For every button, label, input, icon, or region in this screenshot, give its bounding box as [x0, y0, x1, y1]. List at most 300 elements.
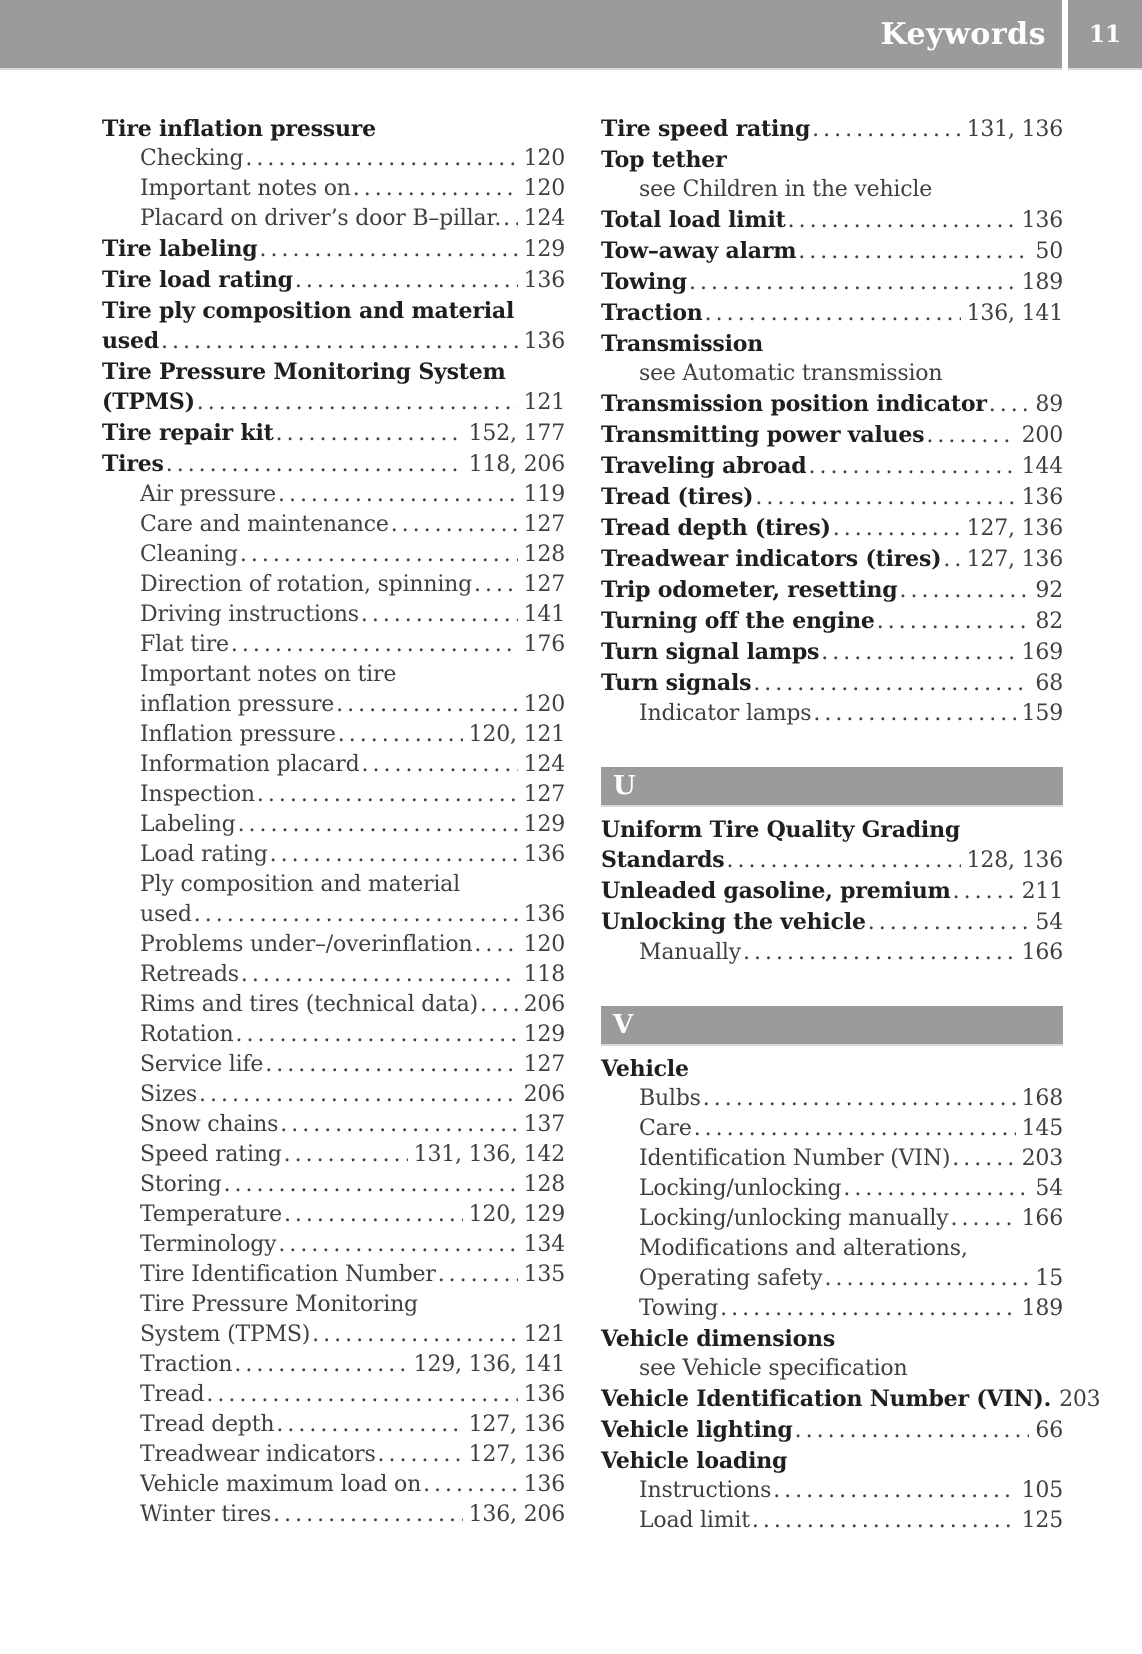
index-entry — [102, 326, 565, 357]
dot-leader — [378, 1440, 463, 1470]
index-entry — [102, 750, 565, 780]
index-column-right — [601, 114, 1101, 1536]
index-entry — [102, 810, 565, 840]
page-reference: 136 — [523, 329, 565, 354]
entry-label: Storing — [140, 1172, 222, 1197]
index-entry — [102, 387, 565, 418]
page-reference: 176 — [523, 632, 565, 657]
dot-leader — [788, 206, 1016, 236]
page-reference: 66 — [1035, 1418, 1063, 1443]
dot-leader — [353, 174, 518, 204]
dot-leader — [812, 115, 961, 145]
page-reference: 82 — [1035, 609, 1063, 634]
dot-leader — [705, 299, 961, 329]
page-reference: 136 — [1021, 208, 1063, 233]
page-reference: 127, 136 — [966, 516, 1063, 541]
page-reference: 120, 121 — [468, 722, 565, 747]
index-entry — [102, 1260, 565, 1290]
dot-leader — [259, 235, 517, 265]
index-entry — [102, 265, 565, 296]
entry-label: Checking — [140, 146, 244, 171]
page-reference: 144 — [1021, 454, 1063, 479]
entry-label: Modifications and alterations, — [639, 1236, 968, 1261]
section-letter: U — [613, 771, 636, 801]
index-entry — [102, 600, 565, 630]
dot-leader — [284, 1140, 408, 1170]
entry-label: Tire ply composition and material — [102, 298, 515, 324]
index-entry — [601, 699, 1063, 729]
index-entry — [102, 930, 565, 960]
dot-leader — [240, 540, 518, 570]
index-entry — [102, 1080, 565, 1110]
dot-leader — [338, 720, 463, 750]
entry-label: Inflation pressure — [140, 722, 336, 747]
dot-leader — [989, 390, 1030, 420]
entry-label: Treadwear indicators — [140, 1442, 376, 1467]
dot-leader — [270, 840, 518, 870]
entry-label: Information placard — [140, 752, 360, 777]
dot-leader — [391, 510, 518, 540]
entry-label: Unlocking the vehicle — [601, 909, 866, 935]
page-reference: 127 — [523, 512, 565, 537]
index-entry — [601, 606, 1063, 637]
entry-label: Snow chains — [140, 1112, 279, 1137]
index-entry — [102, 1020, 565, 1050]
index-entry — [102, 1290, 565, 1320]
dot-leader — [224, 1170, 518, 1200]
page-reference: 166 — [1021, 1206, 1063, 1231]
index-entry — [601, 544, 1063, 575]
dot-leader — [951, 1204, 1016, 1234]
dot-leader — [276, 419, 463, 449]
page-reference: 137 — [523, 1112, 565, 1137]
index-entry — [601, 1234, 1063, 1264]
dot-leader — [235, 1020, 517, 1050]
entry-label: Manually — [639, 940, 741, 965]
page-reference: 125 — [1021, 1508, 1063, 1533]
entry-label: used — [140, 902, 192, 927]
entry-label: Turning off the engine — [601, 608, 875, 634]
dot-leader — [278, 1230, 517, 1260]
page-reference: 89 — [1035, 392, 1063, 417]
entry-label: Trip odometer, resetting — [601, 577, 898, 603]
dot-leader — [241, 960, 518, 990]
page-reference: 136 — [523, 1382, 565, 1407]
dot-leader — [206, 1380, 517, 1410]
index-entry — [102, 510, 565, 540]
index-entry — [601, 815, 1063, 845]
header-bar — [0, 0, 1062, 68]
index-entry — [601, 575, 1063, 606]
dot-leader — [276, 1410, 462, 1440]
index-entry — [102, 114, 565, 144]
entry-label: Direction of rotation, spinning — [140, 572, 473, 597]
page-header — [0, 0, 1142, 68]
dot-leader — [245, 144, 517, 174]
index-entry — [601, 1114, 1063, 1144]
page-reference: 166 — [1021, 940, 1063, 965]
dot-leader — [265, 1050, 517, 1080]
dot-leader — [952, 1144, 1015, 1174]
index-entry — [102, 780, 565, 810]
index-entry — [601, 451, 1063, 482]
entry-label: inflation pressure — [140, 692, 335, 717]
entry-label: System (TPMS) — [140, 1322, 311, 1347]
page-reference: 128, 136 — [966, 848, 1063, 873]
entry-label: Tires — [102, 451, 164, 477]
page-reference: 127, 136 — [468, 1442, 565, 1467]
page-reference: 120 — [523, 146, 565, 171]
entry-label: see Automatic transmission — [639, 361, 943, 386]
page-reference: 136 — [523, 268, 565, 293]
entry-label: Driving instructions — [140, 602, 359, 627]
page-reference: 105 — [1021, 1478, 1063, 1503]
dot-leader — [720, 1294, 1015, 1324]
dot-leader — [868, 908, 1030, 938]
index-entry — [102, 357, 565, 387]
dot-leader — [336, 690, 518, 720]
dot-leader — [727, 846, 961, 876]
entry-label: Bulbs — [639, 1086, 701, 1111]
page-reference: 127 — [523, 572, 565, 597]
dot-leader — [926, 421, 1015, 451]
entry-label: Tire Pressure Monitoring — [140, 1292, 418, 1317]
dot-leader — [438, 1260, 518, 1290]
index-entry — [601, 513, 1063, 544]
dot-leader — [809, 452, 1016, 482]
page-reference: 131, 136 — [966, 117, 1063, 142]
page-reference: 54 — [1035, 910, 1063, 935]
section-header-v — [601, 1006, 1063, 1044]
page-reference: 136 — [523, 1472, 565, 1497]
entry-label: Traveling abroad — [601, 453, 807, 479]
entry-label: Tread depth — [140, 1412, 275, 1437]
dot-leader — [362, 750, 518, 780]
index-entry — [601, 1384, 1101, 1415]
index-entry — [102, 540, 565, 570]
dot-leader — [361, 600, 518, 630]
entry-label: (TPMS) — [102, 389, 195, 415]
entry-label: Tire inflation pressure — [102, 116, 376, 142]
dot-leader — [755, 483, 1015, 513]
dot-leader — [877, 607, 1030, 637]
page-reference: 127 — [523, 782, 565, 807]
index-entry — [102, 1170, 565, 1200]
entry-label: Rims and tires (technical data) — [140, 992, 478, 1017]
entry-label: Retreads — [140, 962, 239, 987]
index-entry — [102, 1350, 565, 1380]
index-entry — [601, 1415, 1063, 1446]
index-entry — [102, 234, 565, 265]
index-entry — [102, 840, 565, 870]
index-entry — [601, 938, 1063, 968]
entry-label: Tread depth (tires) — [601, 515, 831, 541]
dot-leader — [943, 545, 960, 575]
index-entry — [601, 1506, 1063, 1536]
entry-label: Tire repair kit — [102, 420, 274, 446]
dot-leader — [689, 268, 1016, 298]
dot-leader — [480, 990, 518, 1020]
index-entry — [601, 1204, 1063, 1234]
page-reference: 168 — [1021, 1086, 1063, 1111]
dot-leader — [813, 699, 1015, 729]
page-reference: 206 — [523, 992, 565, 1017]
page-reference: 120 — [523, 176, 565, 201]
index-entry — [102, 570, 565, 600]
page-reference: 159 — [1021, 701, 1063, 726]
index-entry — [102, 960, 565, 990]
entry-label: Treadwear indicators (tires) — [601, 546, 942, 572]
index-entry — [601, 1354, 1063, 1384]
dot-leader — [166, 450, 463, 480]
section-header-u — [601, 767, 1063, 805]
entry-label: Turn signal lamps — [601, 639, 820, 665]
page-reference: 121 — [523, 1322, 565, 1347]
entry-label: Traction — [140, 1352, 233, 1377]
entry-label: Terminology — [140, 1232, 277, 1257]
dot-leader — [474, 570, 518, 600]
entry-label: Tire Identification Number — [140, 1262, 436, 1287]
entry-label: used — [102, 328, 159, 354]
page-reference: 54 — [1035, 1176, 1063, 1201]
dot-leader — [694, 1114, 1016, 1144]
page-reference: 50 — [1035, 239, 1063, 264]
index-entry — [601, 1084, 1063, 1114]
index-entry — [601, 329, 1063, 359]
page-reference: 124 — [523, 206, 565, 231]
entry-label: Vehicle loading — [601, 1448, 788, 1474]
entry-label: Tow–away alarm — [601, 238, 797, 264]
index-entry — [601, 845, 1063, 876]
dot-leader — [257, 780, 518, 810]
page-reference: 128 — [523, 542, 565, 567]
page-reference: 136 — [523, 842, 565, 867]
index-entry — [601, 1446, 1063, 1476]
entry-label: Flat tire — [140, 632, 229, 657]
dot-leader — [821, 638, 1015, 668]
dot-leader — [753, 669, 1029, 699]
dot-leader — [312, 1320, 517, 1350]
index-entry — [601, 114, 1063, 145]
entry-label: Problems under–/overinflation — [140, 932, 473, 957]
entry-label: Inspection — [140, 782, 255, 807]
index-entry — [102, 1230, 565, 1260]
dot-leader — [503, 204, 517, 234]
dot-leader — [284, 1200, 463, 1230]
page-reference: 129 — [523, 237, 565, 262]
page-reference: 136, 141 — [966, 301, 1063, 326]
entry-label: Tire labeling — [102, 236, 258, 262]
index-entry — [102, 870, 565, 900]
index-entry — [102, 1440, 565, 1470]
entry-label: Tire speed rating — [601, 116, 811, 142]
entry-label: Load rating — [140, 842, 268, 867]
page-reference: 136, 206 — [468, 1502, 565, 1527]
dot-leader — [295, 266, 518, 296]
index-column-left — [102, 114, 565, 1530]
index-entry — [102, 1470, 565, 1500]
dot-leader — [743, 938, 1016, 968]
index-entry — [102, 1110, 565, 1140]
dot-leader — [773, 1476, 1015, 1506]
entry-label: Cleaning — [140, 542, 238, 567]
page-reference: 135 — [523, 1262, 565, 1287]
entry-label: Turn signals — [601, 670, 752, 696]
index-entry — [102, 449, 565, 480]
index-entry — [601, 482, 1063, 513]
index-entry — [601, 175, 1063, 205]
index-entry — [601, 907, 1063, 938]
index-entry — [601, 236, 1063, 267]
entry-label: Tread (tires) — [601, 484, 754, 510]
index-entry — [102, 1320, 565, 1350]
page-reference: 141 — [523, 602, 565, 627]
entry-label: Total load limit — [601, 207, 786, 233]
entry-label: Vehicle dimensions — [601, 1326, 836, 1352]
page-reference: 134 — [523, 1232, 565, 1257]
entry-label: Standards — [601, 847, 725, 873]
entry-label: Load limit — [639, 1508, 750, 1533]
page-reference: 118, 206 — [468, 452, 565, 477]
index-entry — [601, 359, 1063, 389]
dot-leader — [234, 1350, 407, 1380]
page-reference: 119 — [523, 482, 565, 507]
index-entry — [601, 668, 1063, 699]
entry-label: see Children in the vehicle — [639, 177, 933, 202]
entry-label: Winter tires — [140, 1502, 272, 1527]
dot-leader — [194, 900, 518, 930]
entry-label: Temperature — [140, 1202, 282, 1227]
index-entry — [601, 637, 1063, 668]
dot-leader — [197, 388, 518, 418]
index-entry — [102, 720, 565, 750]
index-entry — [601, 205, 1063, 236]
index-entry — [601, 1144, 1063, 1174]
page-reference: 127 — [523, 1052, 565, 1077]
entry-label: Top tether — [601, 147, 727, 173]
entry-label: Locking/unlocking — [639, 1176, 842, 1201]
entry-label: Uniform Tire Quality Grading — [601, 817, 961, 843]
dot-leader — [161, 327, 518, 357]
index-entry — [102, 480, 565, 510]
index-entry — [102, 204, 565, 234]
index-entry — [102, 418, 565, 449]
index-entry — [102, 990, 565, 1020]
page-reference: 127, 136 — [468, 1412, 565, 1437]
page-reference: 131, 136, 142 — [413, 1142, 565, 1167]
entry-label: Unleaded gasoline, premium — [601, 878, 951, 904]
entry-label: Care and maintenance — [140, 512, 389, 537]
index-entry — [601, 876, 1063, 907]
section-letter: V — [613, 1010, 634, 1040]
page-reference: 120, 129 — [468, 1202, 565, 1227]
index-entry — [102, 1380, 565, 1410]
index-entry — [102, 630, 565, 660]
page-reference: 121 — [523, 390, 565, 415]
entry-label: Important notes on tire — [140, 662, 397, 687]
dot-leader — [278, 480, 518, 510]
page-reference: 92 — [1035, 578, 1063, 603]
page-reference: 15 — [1035, 1266, 1063, 1291]
page-title: Keywords — [880, 16, 1046, 52]
index-entry — [102, 1410, 565, 1440]
page-reference: 129 — [523, 812, 565, 837]
entry-label: Sizes — [140, 1082, 198, 1107]
entry-label: Identification Number (VIN) — [639, 1146, 951, 1171]
entry-label: Locking/unlocking manually — [639, 1206, 949, 1231]
index-entry — [601, 389, 1063, 420]
entry-label: Vehicle — [601, 1056, 689, 1082]
page-reference: 145 — [1021, 1116, 1063, 1141]
entry-label: Care — [639, 1116, 692, 1141]
entry-label: see Vehicle specification — [639, 1356, 908, 1381]
entry-label: Service life — [140, 1052, 264, 1077]
entry-label: Traction — [601, 300, 703, 326]
entry-label: Tire Pressure Monitoring System — [102, 359, 506, 385]
dot-leader — [953, 877, 1016, 907]
index-entry — [102, 900, 565, 930]
index-entry — [601, 1174, 1063, 1204]
dot-leader — [795, 1416, 1030, 1446]
page-reference: 120 — [523, 932, 565, 957]
entry-label: Ply composition and material — [140, 872, 460, 897]
page-reference: 129 — [523, 1022, 565, 1047]
dot-leader — [273, 1500, 463, 1530]
entry-label: Speed rating — [140, 1142, 282, 1167]
dot-leader — [752, 1506, 1016, 1536]
dot-leader — [231, 630, 518, 660]
entry-label: Transmitting power values — [601, 422, 925, 448]
index-entry — [601, 145, 1063, 175]
entry-label: Transmission — [601, 331, 764, 357]
entry-label: Tread — [140, 1382, 205, 1407]
dot-leader — [899, 576, 1029, 606]
index-entry — [601, 1476, 1063, 1506]
dot-leader — [423, 1470, 518, 1500]
entry-label: Vehicle maximum load on — [140, 1472, 422, 1497]
page-reference: 127, 136 — [966, 547, 1063, 572]
index-entry — [102, 1200, 565, 1230]
page-reference: 169 — [1021, 640, 1063, 665]
entry-label: Indicator lamps — [639, 701, 812, 726]
page-reference: 189 — [1021, 1296, 1063, 1321]
index-entry — [601, 1294, 1063, 1324]
index-entry — [102, 1500, 565, 1530]
page-reference: 129, 136, 141 — [413, 1352, 565, 1377]
page-reference: 118 — [523, 962, 565, 987]
entry-label: Towing — [639, 1296, 719, 1321]
index-entry — [102, 144, 565, 174]
entry-label: Tire load rating — [102, 267, 293, 293]
page-reference: 128 — [523, 1172, 565, 1197]
entry-label: Important notes on — [140, 176, 351, 201]
entry-label: Placard on driver’s door B–pillar. — [140, 206, 502, 231]
page-reference: 68 — [1035, 671, 1063, 696]
page-reference: 124 — [523, 752, 565, 777]
page-reference: 206 — [523, 1082, 565, 1107]
page-reference: 136 — [1021, 485, 1063, 510]
entry-label: Air pressure — [140, 482, 276, 507]
page-reference: 189 — [1021, 270, 1063, 295]
dot-leader — [825, 1264, 1030, 1294]
dot-leader — [833, 514, 961, 544]
page-reference: 203 — [1059, 1387, 1101, 1412]
index-entry — [601, 298, 1063, 329]
dot-leader — [798, 237, 1029, 267]
index-entry — [102, 660, 565, 690]
entry-label: Vehicle Identification Number (VIN). — [601, 1386, 1052, 1412]
index-entry — [102, 1140, 565, 1170]
